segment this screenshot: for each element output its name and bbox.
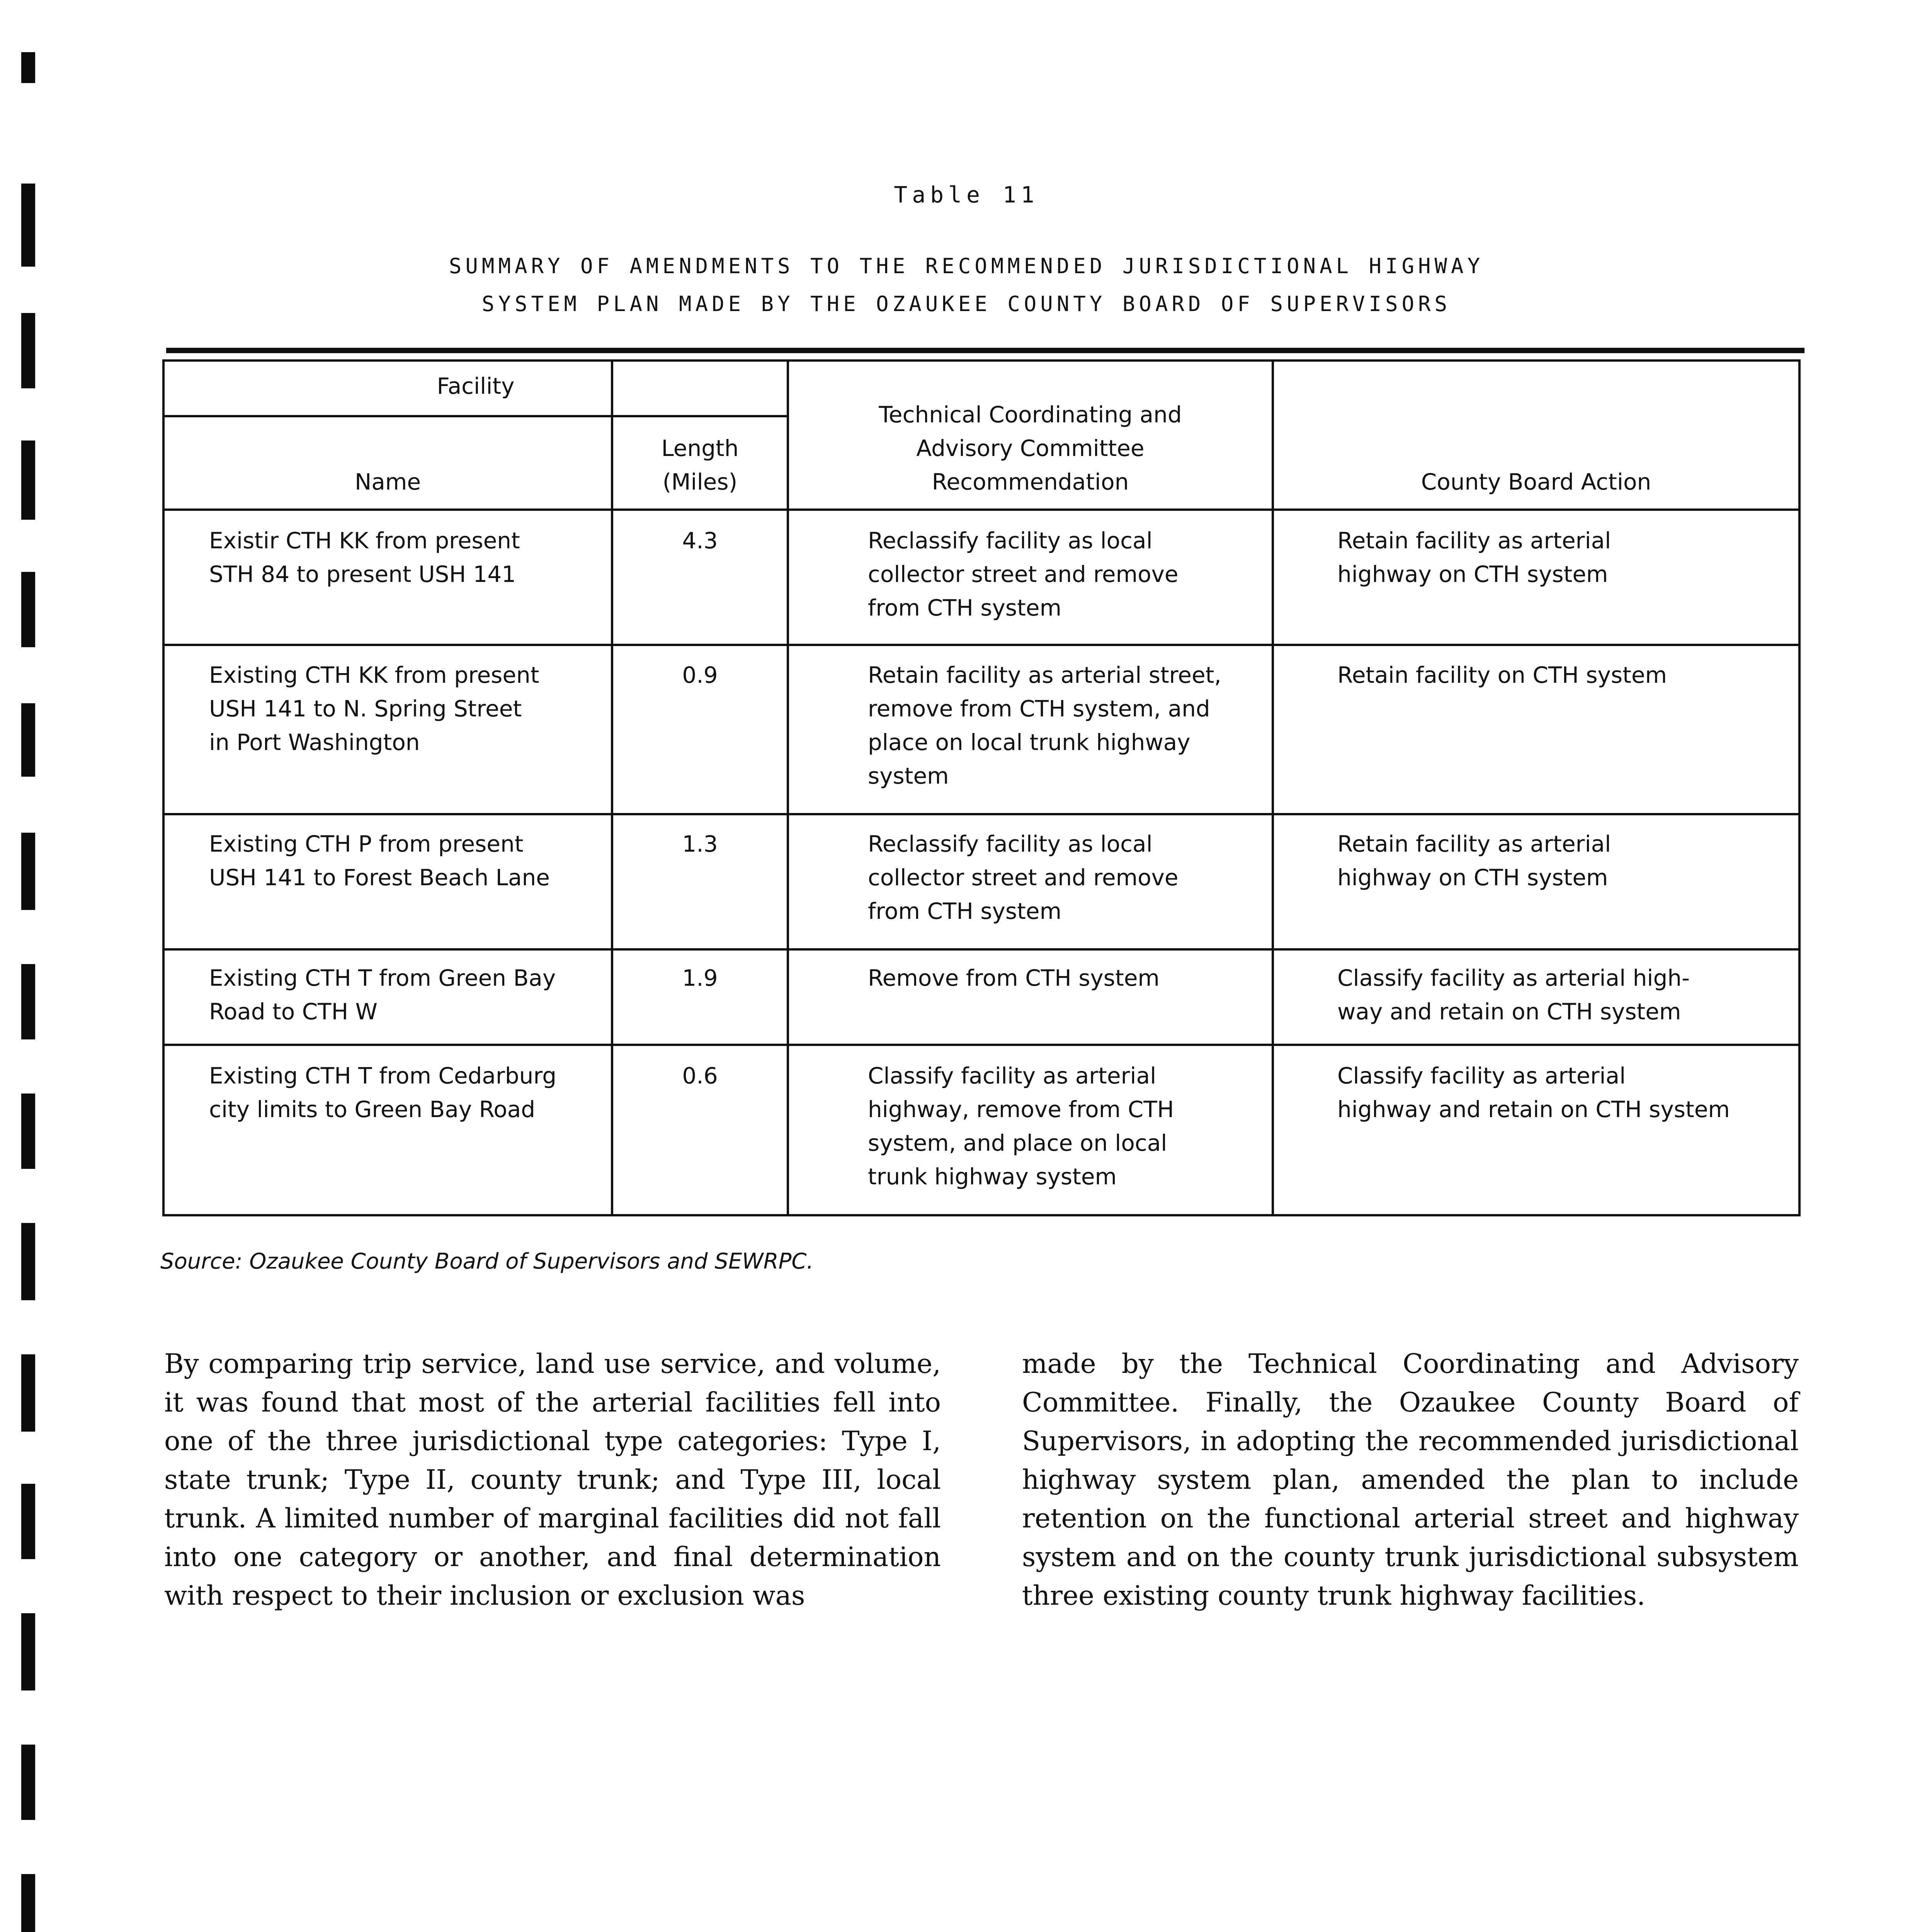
binding-mark [21,703,35,777]
binding-mark [21,1745,35,1820]
header-recommendation: Technical Coordinating and Advisory Committee Recommendation [879,401,1182,495]
table-cell-recommendation: Remove from CTH system [868,965,1160,991]
table-cell-name: Existing CTH T from Green Bay Road to CTH W [209,965,556,1025]
table-cell-name: Existing CTH T from Cedarburg city limits to Green Bay Road [209,1063,557,1122]
table-cell-length: 0.9 [682,662,718,688]
header-county-board-action: County Board Action [1421,469,1651,495]
row-divider [165,509,1798,511]
body-text-right-column: made by the Technical Coordinating and Advisory Committee. Finally, the Ozaukee County Board of Supervisors, in adopting the recommended jurisdictional highway system plan, amended the plan to include retention on the functional arterial street and highway system and on the county trunk jurisdictional subsystem three existing county trunk highway facilities. [1022,1349,1799,1611]
binding-mark [21,1874,35,1932]
binding-mark [21,440,35,520]
table-cell-name: Existir CTH KK from present STH 84 to present USH 141 [209,527,520,587]
table-cell-name: Existing CTH P from present USH 141 to Forest Beach Lane [209,831,550,891]
table-cell-recommendation: Reclassify facility as local collector street and remove from CTH system [868,527,1179,621]
binding-mark [21,313,35,388]
table-cell-action: Retain facility as arterial highway on CTH system [1337,831,1611,891]
table-source-note: Source: Ozaukee County Board of Supervisors and SEWRPC. [160,1249,814,1274]
table-cell-action: Retain facility on CTH system [1337,662,1667,688]
row-divider [165,1044,1798,1046]
binding-mark [21,1484,35,1559]
table-label: Table 11 [894,182,1039,208]
binding-mark [21,1613,35,1690]
table-title: SUMMARY OF AMENDMENTS TO THE RECOMMENDED JURISDICTIONAL HIGHWAY SYSTEM PLAN MADE BY THE OZAUKEE COUNTY BOARD OF SUPERVISORS [449,254,1484,316]
binding-mark [21,1354,35,1432]
table-cell-length: 1.3 [682,831,718,857]
table-cell-length: 0.6 [682,1063,718,1089]
table-cell-name: Existing CTH KK from present USH 141 to N. Spring Street in Port Washington [209,662,539,755]
row-divider [165,644,1798,646]
table-top-rule [166,348,1804,353]
header-name: Name [354,469,421,495]
binding-mark [21,1094,35,1169]
table-cell-action: Classify facility as arterial high- way and retain on CTH system [1337,965,1690,1025]
table-cell-length: 1.9 [682,965,718,991]
binding-mark [21,1223,35,1300]
binding-mark [21,964,35,1039]
header-facility: Facility [437,373,515,399]
table-cell-length: 4.3 [682,527,718,554]
table-cell-recommendation: Classify facility as arterial highway, remove from CTH system, and place on local trunk highway system [868,1063,1174,1190]
table-cell-recommendation: Retain facility as arterial street, remove from CTH system, and place on local trunk highway system [868,662,1221,789]
binding-mark [21,572,35,647]
binding-mark [21,52,35,83]
table-cell-recommendation: Reclassify facility as local collector street and remove from CTH system [868,831,1179,924]
row-divider [165,948,1798,951]
amendments-table [162,359,1801,1216]
body-text-left-column: By comparing trip service, land use service, and volume, it was found that most of the arterial facilities fell into one of the three jurisdictional type categories: Type I, state trunk; Type II, county trunk; and Type III, local trunk. A limited number of marginal facilities did not fall into one category or another, and final determination with respect to their inclusion or exclusion was [164,1349,941,1611]
row-divider [165,415,789,417]
table-cell-action: Retain facility as arterial highway on CTH system [1337,527,1611,587]
binding-mark [21,833,35,910]
table-cell-action: Classify facility as arterial highway and retain on CTH system [1337,1063,1730,1122]
header-length: Length (Miles) [661,435,739,495]
row-divider [165,813,1798,815]
